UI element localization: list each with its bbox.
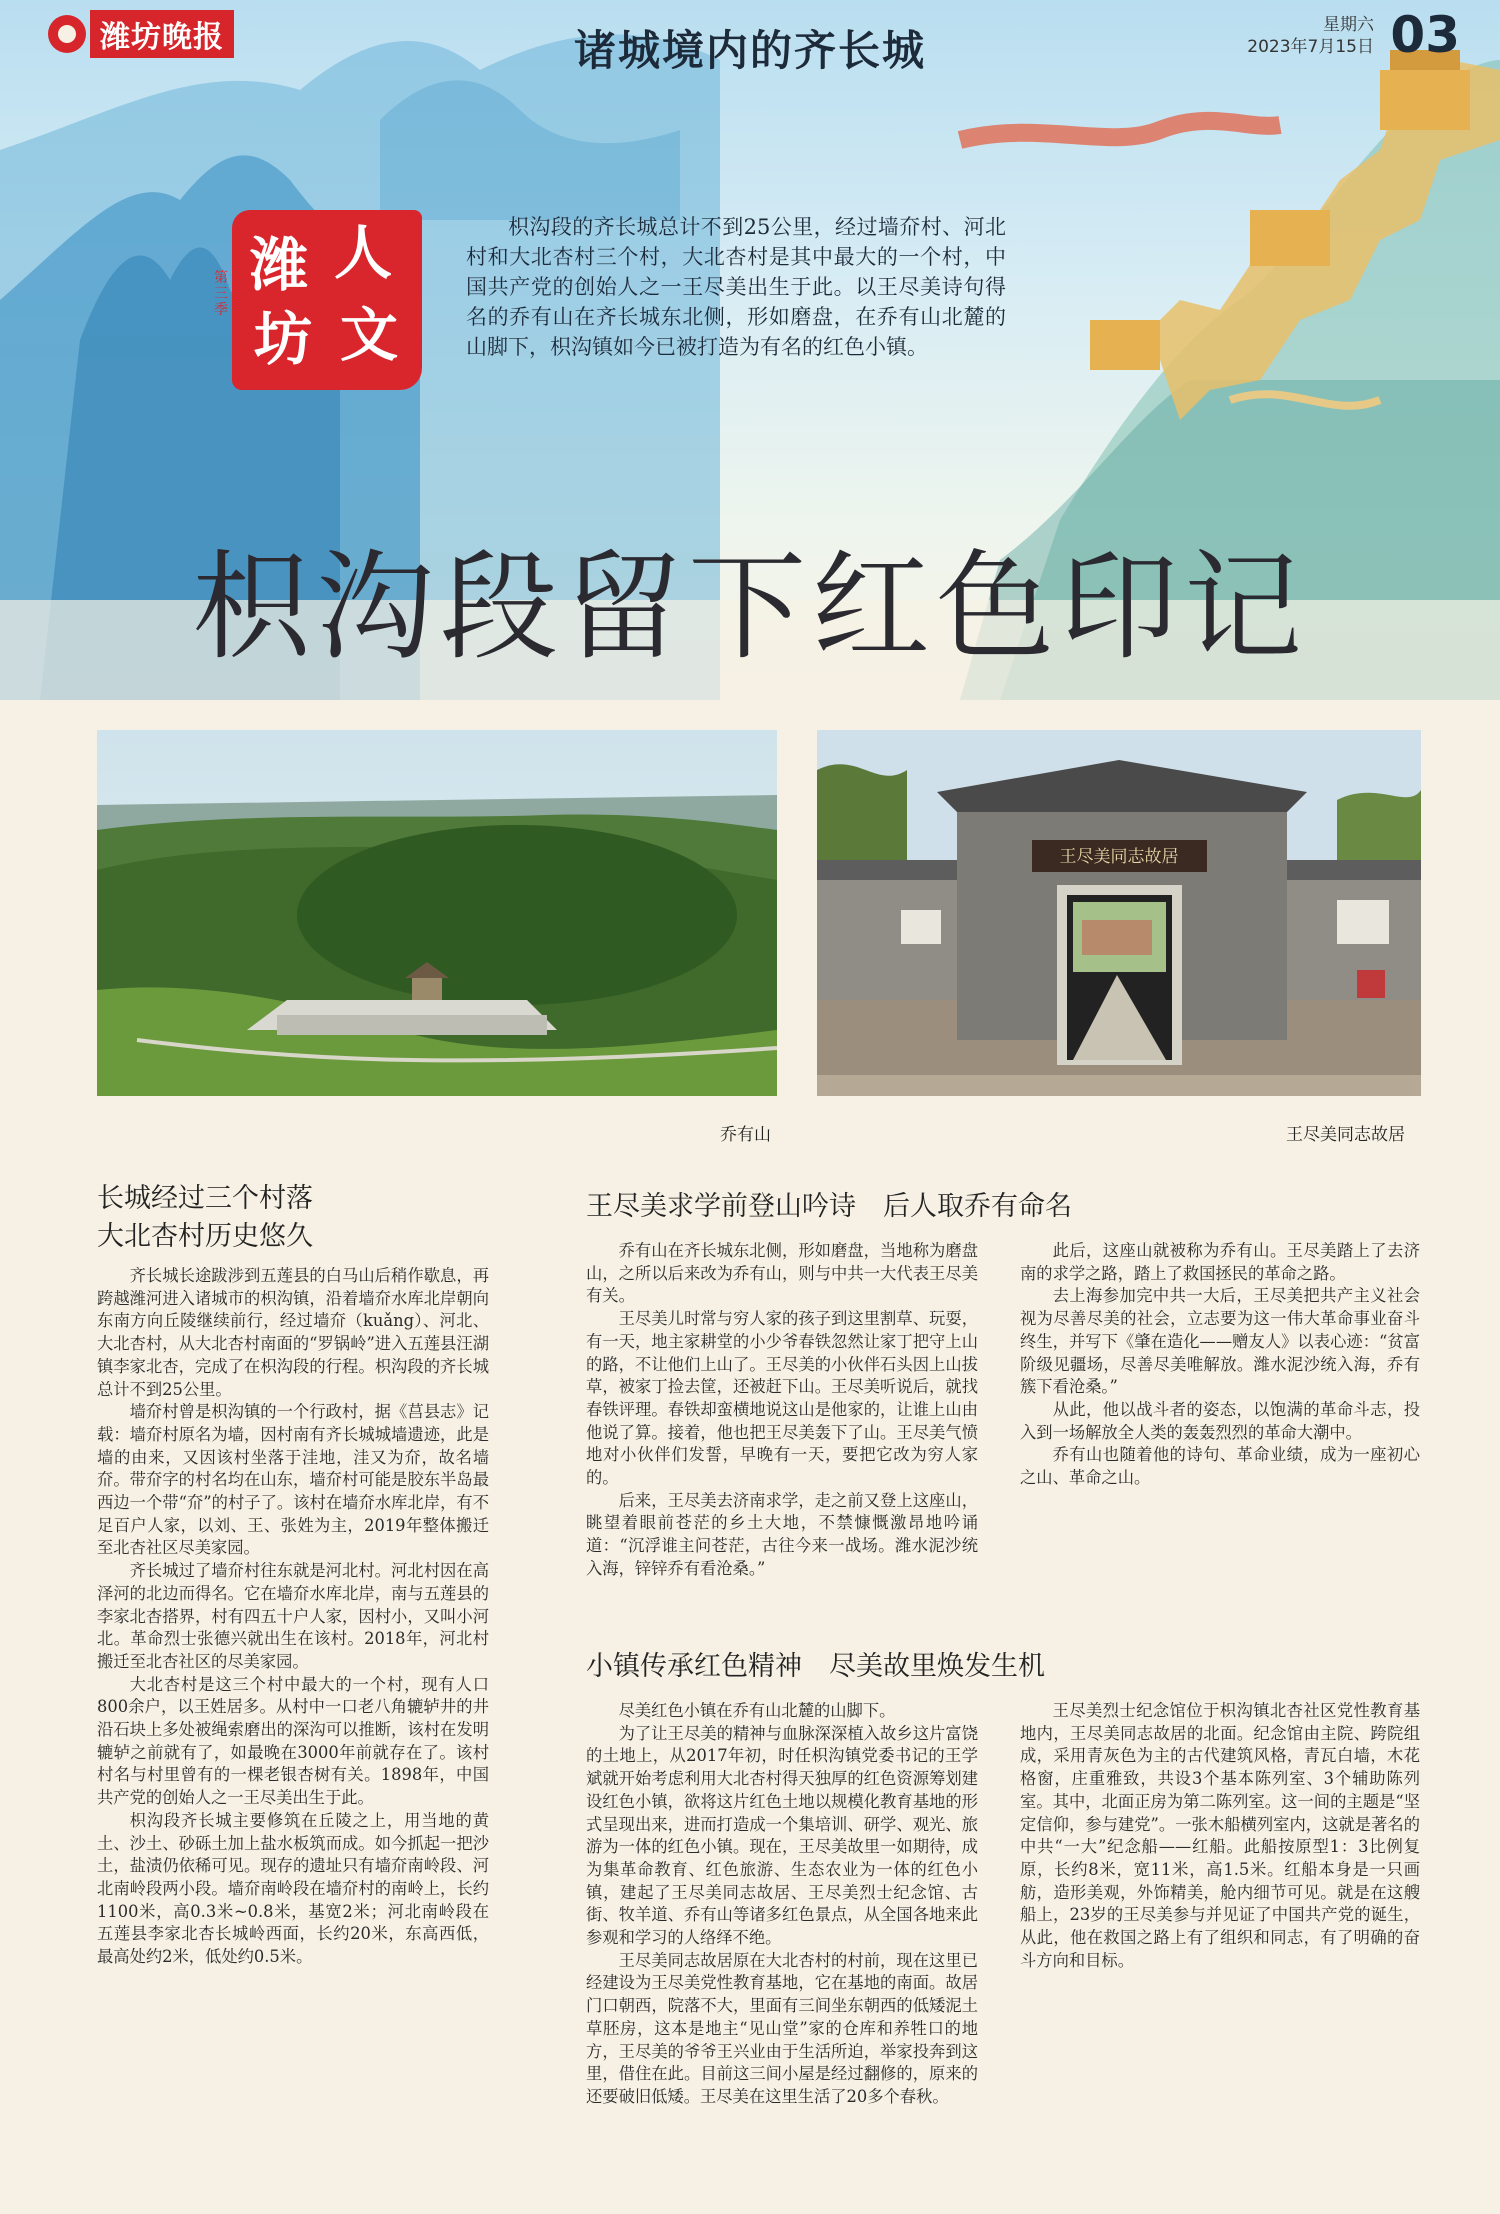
paragraph: 去上海参加完中共一大后，王尽美把共产主义社会视为尽善尽美的社会，立志要为这一伟大革命事业奋斗终生，并写下《肇在造化——赠友人》以表心迹：“贫富阶级见疆场，尽善尽美唯解放。潍水泥沙统入海，乔有簇下看沧桑。” [1020, 1286, 1420, 1397]
paragraph: 齐长城长途跋涉到五莲县的白马山后稍作歇息，再跨越潍河进入诸城市的枳沟镇，沿着墙夼水库北岸朝向东南方向丘陵继续前行，经过墙夼（kuǎng）、河北、大北杏村，从大北杏村南面的“罗锅岭”进入五莲县汪湖镇李家北杏，完成了在枳沟段的行程。枳沟段的齐长城总计不到25公里。 [97, 1266, 489, 1399]
paragraph: 从此，他以战斗者的姿态，以饱满的革命斗志，投入到一场解放全人类的轰轰烈烈的革命大潮中。 [1020, 1399, 1420, 1442]
paragraph: 枳沟段齐长城主要修筑在丘陵之上，用当地的黄土、沙土、砂砾土加上盐水板筑而成。如今抓起一把沙土，盐渍仍依稀可见。现存的遗址只有墙夼南岭段、河北南岭段两小段。墙夼南岭段在墙夼村的南岭上，长约1100米，高0.3米~0.8米，基宽2米；河北南岭段在五莲县李家北杏长城岭西面，长约20米，东高西低，最高处约2米，低处约0.5米。 [97, 1810, 489, 1967]
section-3-body-right [1020, 1700, 1420, 2170]
page-number: 03 [1390, 6, 1460, 64]
paragraph: 王尽美儿时常与穷人家的孩子到这里割草、玩耍，有一天，地主家耕堂的小少爷春铁忽然让家丁把守上山的路，不让他们上山了。王尽美的小伙伴石头因上山拔草，被家丁捡去筐，还被赶下山。王尽美听说后，就找春铁评理。春铁却蛮横地说这山是他家的，让谁上山由他说了算。接着，他也把王尽美轰下了山。王尽美气愤地对小伙伴们发誓，早晚有一天，要把它改为穷人家的。 [586, 1309, 978, 1488]
seal-char: 人 [334, 219, 393, 287]
section-2-body-left [586, 1240, 978, 1600]
section-2-title: 王尽美求学前登山吟诗 后人取乔有命名 [586, 1191, 1072, 1222]
paragraph: 乔有山也随着他的诗句、革命业绩，成为一座初心之山、革命之山。 [1020, 1445, 1420, 1488]
seal-char: 坊 [254, 305, 313, 373]
date: 2023年7月15日 [1247, 37, 1374, 57]
paragraph: 此后，这座山就被称为乔有山。王尽美踏上了去济南的求学之路，踏上了救国拯民的革命之路。 [1020, 1241, 1420, 1283]
section-3-title: 小镇传承红色精神 尽美故里焕发生机 [586, 1651, 1045, 1682]
paragraph: 大北杏村是这三个村中最大的一个村，现有人口800余户，以王姓居多。从村中一口老八角辘轳井的井沿石块上多处被绳索磨出的深沟可以推断，该村在发明辘轳之前就有了，如最晚在3000年前就存在了。该村村名与村里曾有的一棵老银杏树有关。1898年，中国共产党的创始人之一王尽美出生于此。 [97, 1674, 489, 1808]
paragraph: 乔有山在齐长城东北侧，形如磨盘，当地称为磨盘山，之所以后来改为乔有山，则与中共一大代表王尽美有关。 [586, 1241, 978, 1306]
photo-caption: 王尽美同志故居 [1286, 1125, 1405, 1145]
paragraph: 王尽美同志故居原在大北杏村的村前，现在这里已经建设为王尽美党性教育基地，它在基地的南面。故居门口朝西，院落不大，里面有三间坐东朝西的低矮泥土草胚房，这本是地主“见山堂”家的仓库和养牲口的地方，王尽美的爷爷王兴业由于生活所迫，举家投奔到这里，借住在此。目前这三间小屋是经过翻修的，原来的还要破旧低矮。王尽美在这里生活了20多个春秋。 [586, 1950, 978, 2106]
paragraph: 后来，王尽美去济南求学，走之前又登上这座山，眺望着眼前苍茫的乡土大地，不禁慷慨激昂地吟诵道：“沉浮谁主问苍茫，古往今来一战场。潍水泥沙统入海，锌锌乔有看沧桑。” [586, 1490, 978, 1578]
seal-side-text: 第三季 [214, 270, 228, 318]
photo-caption: 乔有山 [720, 1125, 771, 1145]
weekday: 星期六 [1323, 15, 1374, 35]
residence-sign-text: 王尽美同志故居 [1059, 847, 1179, 867]
column-seal [232, 210, 422, 390]
brand-name: 潍坊晚报 [90, 10, 234, 58]
section-1-title-line: 大北杏村历史悠久 [97, 1221, 313, 1252]
paragraph: 王尽美烈士纪念馆位于枳沟镇北杏社区党性教育基地内，王尽美同志故居的北面。纪念馆由主院、跨院组成，采用青灰色为主的古代建筑风格，青瓦白墙，木花格窗，庄重雅致，共设3个基本陈列室、3个辅助陈列室。其中，北面正房为第二陈列室。这一间的主题是“坚定信仰，参与建党”。一张木船横列室内，这就是著名的中共“一大”纪念船——红船。此船按原型1：3比例复原，长约8米，宽11米，高1.5米。红船本身是一只画舫，造形美观，外饰精美，舱内细节可见。就是在这艘船上，23岁的王尽美参与并见证了中国共产党的诞生，从此，他在救国之路上有了组织和同志，有了明确的奋斗方向和目标。 [1020, 1701, 1420, 1970]
section-3-body-left [586, 1700, 978, 2170]
section-2-body-right [1020, 1240, 1420, 1610]
landscape-photo-icon [97, 730, 777, 1096]
section-title: 诸城境内的齐长城 [573, 26, 926, 75]
paragraph: 墙夼村曾是枳沟镇的一个行政村，据《莒县志》记载：墙夼村原名为墙，因村南有齐长城城墙遗迹，此是墙的由来，又因该村坐落于洼地，洼又为夼，故名墙夼。带夼字的村名均在山东，墙夼村可能是胶东半岛最西边一个带“夼”的村子了。该村在墙夼水库北岸，有不足百户人家，以刘、王、张姓为主，2019年整体搬迁至北杏社区尽美家园。 [97, 1402, 489, 1558]
paragraph: 尽美红色小镇在乔有山北麓的山脚下。 [618, 1701, 896, 1720]
seal-char: 文 [340, 301, 399, 369]
headline: 枳沟段留下红色印记 [191, 538, 1308, 676]
photo-former-residence [817, 730, 1421, 1096]
issue-date [1247, 14, 1374, 58]
section-1-title [97, 1180, 313, 1256]
gate-photo-icon [817, 730, 1421, 1096]
section-1-title-line: 长城经过三个村落 [97, 1183, 313, 1214]
paragraph: 为了让王尽美的精神与血脉深深植入故乡这片富饶的土地上，从2017年初，时任枳沟镇党委书记的王学斌就开始考虑利用大北杏村得天独厚的红色资源筹划建设红色小镇，欲将这片红色土地以规模化教育基地的形式呈现出来，进而打造成一个集培训、研学、观光、旅游为一体的红色小镇。现在，王尽美故里一如期待，成为集革命教育、红色旅游、生态农业为一体的红色小镇，建起了王尽美同志故居、王尽美烈士纪念馆、古街、牧羊道、乔有山等诸多红色景点，从全国各地来此参观和学习的人络绎不绝。 [586, 1723, 978, 1948]
paragraph: 齐长城过了墙夼村往东就是河北村。河北村因在高泽河的北边而得名。它在墙夼水库北岸，南与五莲县的李家北杏搭界，村有四五十户人家，因村小，又叫小河北。革命烈士张德兴就出生在该村。2018年，河北村搬迁至北杏社区的尽美家园。 [97, 1561, 489, 1671]
section-1-body [97, 1265, 489, 2145]
lead-paragraph: 枳沟段的齐长城总计不到25公里，经过墙夼村、河北村和大北杏村三个村，大北杏村是其中最大的一个村，中国共产党的创始人之一王尽美出生于此。以王尽美诗句得名的乔有山在齐长城东北侧，形如磨盘，在乔有山北麓的山脚下，枳沟镇如今已被打造为有名的红色小镇。 [466, 215, 1006, 359]
seal-char: 潍 [250, 231, 309, 299]
photo-qiaoyou-mountain [97, 730, 777, 1096]
